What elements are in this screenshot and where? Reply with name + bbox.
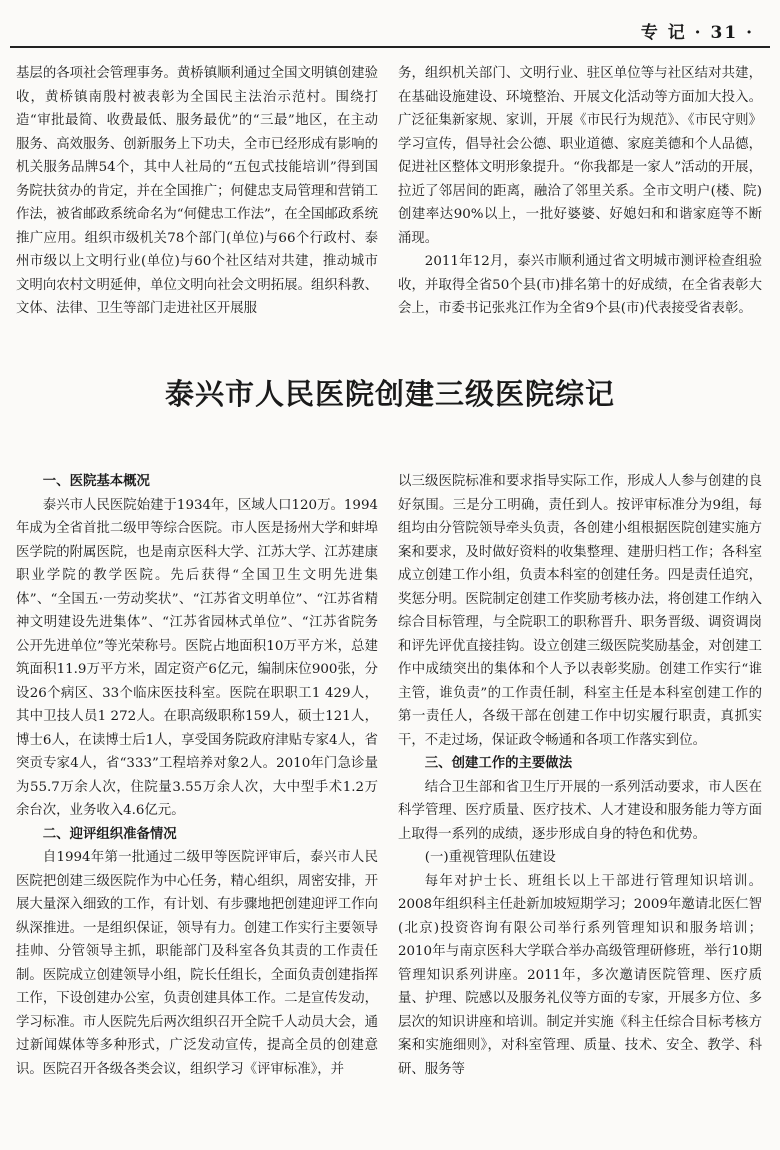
paragraph: 以三级医院标准和要求指导实际工作，形成人人参与创建的良好氛围。三是分工明确，责任到人。按评审标准分为9组，每组均由分管院领导牵头负责，各创建小组根据医院创建实施方案和要求，及时做好资料的收集整理、建册归档工作；各科室成立创建工作小组，负责本科室的创建任务。四是责任追究，奖惩分明。医院制定创建工作奖励考核办法，将创建工作纳入综合目标管理，与全院职工的职称晋升、职务晋级、调资调岗和评先评优直接挂钩。设立创建三级医院奖励基金，对创建工作中成绩突出的集体和个人予以表彰奖励。创建工作实行“谁主管，谁负责”的工作责任制，科室主任是本科室创建工作的第一责任人，各级干部在创建工作中切实履行职责，真抓实干，不走过场，保证政令畅通和各项工作落实到位。 xyxy=(398,474,762,748)
section-heading: 一、医院基本概况 xyxy=(42,473,150,489)
top-left-column xyxy=(16,62,378,321)
top-right-column xyxy=(398,62,762,321)
paragraph: 自1994年第一批通过二级甲等医院评审后，泰兴市人民医院把创建三级医院作为中心任务，精心组织，周密安排，开展大量深入细致的工作，有计划、有步骤地把创建迎评工作向纵深推进。一是组织保证，领导有力。创建工作实行主要领导挂帅、分管领导主抓，职能部门及科室各负其责的工作责任制。医院成立创建领导小组，院长任组长，全面负责创建指挥工作，下设创建办公室，负责创建具体工作。二是宣传发动，学习标准。市人医院先后两次组织召开全院千人动员大会，通过新闻媒体等多种形式，广泛发动宣传，提高全员的创建意识。医院召开各级各类会议，组织学习《评审标准》，并 xyxy=(16,850,378,1077)
paragraph: 2011年12月，泰兴市顺利通过省文明城市测评检查组验收，并取得全省50个县(市)排名第十的好成绩，在全省表彰大会上，市委书记张兆江作为全省9个县(市)代表接受省表彰。 xyxy=(398,254,762,316)
header-section-page: 专 记 · 31 · xyxy=(640,23,754,43)
subsection-heading: (一)重视管理队伍建设 xyxy=(424,850,556,865)
bottom-left-column xyxy=(16,470,378,1081)
bottom-right-column xyxy=(398,470,762,1081)
paragraph: 务，组织机关部门、文明行业、驻区单位等与社区结对共建，在基础设施建设、环境整治、开展文化活动等方面加大投入。广泛征集新家规、家训，开展《市民行为规范》、《市民守则》学习宣传，倡导社会公德、职业道德、家庭美德和个人品德，促进社区整体文明形象提升。“你我都是一家人”活动的开展，拉近了邻居间的距离，融洽了邻里关系。全市文明户(楼、院)创建率达90%以上，一批好婆婆、好媳妇和和谐家庭等不断涌现。 xyxy=(398,66,762,246)
article-title: 泰兴市人民医院创建三级医院综记 xyxy=(164,377,615,411)
paragraph: 每年对护士长、班组长以上干部进行管理知识培训。2008年组织科主任赴新加坡短期学习；2009年邀请北医仁智(北京)投资咨询有限公司举行系列管理知识和服务培训；2010年与南京医科大学联合举办高级管理研修班，举行10期管理知识系列讲座。2011年，多次邀请医院管理、医疗质量、护理、院感以及服务礼仪等方面的专家，开展多方位、多层次的知识讲座和培训。制定并实施《科主任综合目标考核方案和实施细则》，对科室管理、质量、技术、安全、教学、科研、服务等 xyxy=(398,873,762,1077)
paragraph: 泰兴市人民医院始建于1934年，区域人口120万。1994年成为全省首批二级甲等综合医院。市人医是扬州大学和蚌埠医学院的附属医院，也是南京医科大学、江苏大学、江苏建康职业学院的教学医院。先后获得“全国卫生文明先进集体”、“全国五·一劳动奖状”、“江苏省文明单位”、“江苏省精神文明建设先进集体”、“江苏省园林式单位”、“江苏省院务公开先进单位”等光荣称号。医院占地面积10万平方米，总建筑面积11.9万平方米，固定资产6亿元，编制床位900张，分设26个病区、33个临床医技科室。医院在职职工1 429人，其中卫技人员1 272人。在职高级职称159人，硕士121人，博士6人，在读博士后1人，享受国务院政府津贴专家4人，省突贡专家4人，省“333”工程培养对象2人。2010年门急诊量为55.7万余人次，住院量3.55万余人次，大中型手术1.2万余台次，业务收入4.6亿元。 xyxy=(16,497,378,818)
paragraph: 结合卫生部和省卫生厅开展的一系列活动要求，市人医在科学管理、医疗质量、医疗技术、人才建设和服务能力等方面上取得一系列的成绩，逐步形成自身的特色和优势。 xyxy=(398,779,762,842)
section-heading: 二、迎评组织准备情况 xyxy=(42,825,177,842)
header-rule xyxy=(10,46,770,48)
paragraph: 基层的各项社会管理事务。黄桥镇顺利通过全国文明镇创建验收，黄桥镇南殷村被表彰为全国民主法治示范村。围绕打造“审批最简、收费最低、服务最优”的“三最”地区，在主动服务、高效服务、创新服务上下功夫，全市已经形成有影响的机关服务品牌54个，其中人社局的“五包式技能培训”得到国务院扶贫办的肯定，并在全国推广；何健忠支局管理和营销工作法，被省邮政系统命名为“何健忠工作法”，在全国邮政系统推广应用。组织市级机关78个部门(单位)与66个行政村、泰州市级以上文明行业(单位)与60个社区结对共建，推动城市文明向农村文明延伸，单位文明向社会文明拓展。组织科教、文体、法律、卫生等部门走进社区开展服 xyxy=(16,66,378,316)
section-heading: 三、创建工作的主要做法 xyxy=(424,755,573,771)
running-header xyxy=(0,0,780,48)
